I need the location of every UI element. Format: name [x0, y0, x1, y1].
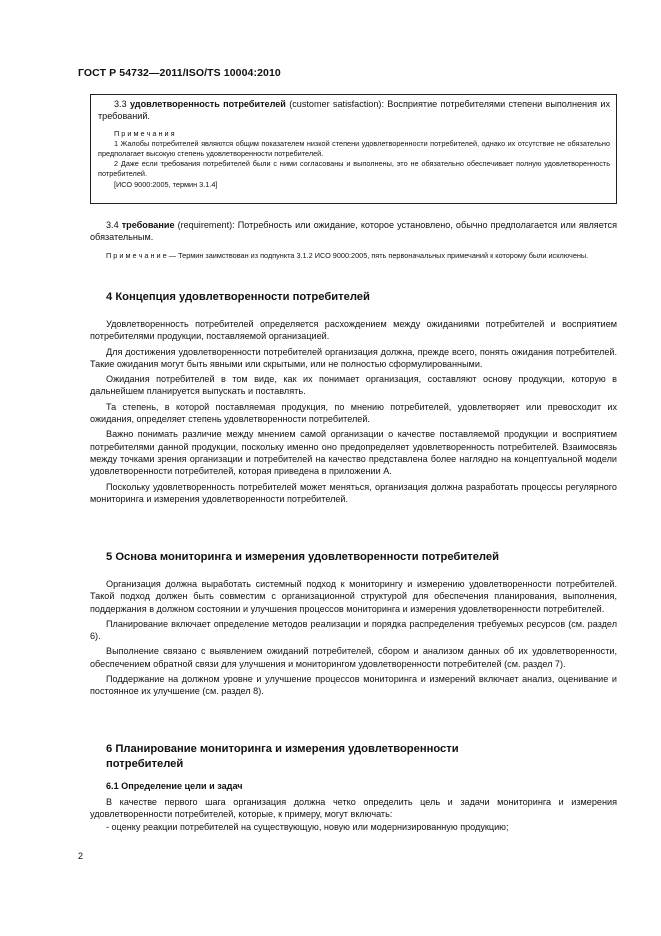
section-5-paragraph: Планирование включает определение методов реализации и порядка распределения требуемых ресурсов (см. раздел 6). — [90, 618, 617, 642]
term-text: (customer satisfaction): Восприятие потребителями степени выполнения их требований. — [98, 99, 611, 122]
section-6-title-line-2: потребителей — [106, 758, 184, 770]
page-number: 2 — [78, 851, 84, 861]
section-5-title: 5 Основа мониторинга и измерения удовлетворенности потребителей — [106, 551, 499, 563]
section-4-paragraph: Важно понимать различие между мнением самой организации о качестве поставляемой продукции и восприятием потребителями данной продукции, поскольку именно оно предопределяет удовлетворенность потребителей. Взаимосвязь между точками зрения организации и потребителей на качество представлена более наглядно на концептуальной модели удовлетворенности потребителей, которая приведена в приложении А. — [90, 429, 617, 477]
term-number: 3.4 — [106, 220, 119, 230]
section-5-paragraph: Организация должна выработать системный подход к мониторингу и измерению удовлетворенности потребителей. Такой подход должен быть совместим с организационной структурой для обеспечения планирования, выполнения, поддержания в должном состоянии и улучшения процессов мониторинга и измерения удовлетворенности потребителей. — [90, 579, 617, 614]
term-3-4-block — [90, 219, 617, 261]
bullet-item: - оценку реакции потребителей на существующую, новую или модернизированную продукцию; — [106, 821, 509, 832]
term-text: (requirement): Потребность или ожидание, которое установлено, обычно предполагается или является обязательным. — [90, 220, 617, 243]
section-4 — [90, 290, 617, 505]
note-2: 2 Даже если требования потребителей были с ними согласованы и выполнены, это не обязательно обеспечивает полную удовлетворенность потребителей. — [98, 159, 610, 179]
section-6-title-line-1: 6 Планирование мониторинга и измерения удовлетворенности — [106, 743, 459, 755]
reference: [ИСО 9000:2005, термин 3.1.4] — [114, 179, 218, 189]
section-4-paragraph: Удовлетворенность потребителей определяется расхождением между ожиданиями потребителей и восприятием потребителями продукции, поставляемой организацией. — [90, 319, 617, 342]
section-6 — [90, 742, 617, 833]
term-number: 3.3 — [114, 99, 127, 109]
section-4-paragraph: Ожидания потребителей в том виде, как их понимает организация, составляют основу продукции, которую в дальнейшем планируется выпускать и поставлять. — [90, 374, 617, 397]
section-4-title: 4 Концепция удовлетворенности потребителей — [106, 291, 370, 303]
section-4-paragraph: Поскольку удовлетворенность потребителей может меняться, организация должна разработать процессы регулярного мониторинга и измерения удовлетворенности потребителей. — [90, 481, 617, 504]
term-name: требование — [121, 220, 175, 230]
document-header: ГОСТ Р 54732—2011/ISO/TS 10004:2010 — [78, 67, 281, 79]
section-4-paragraph: Для достижения удовлетворенности потребителей организация должна, прежде всего, понять ожидания потребителей. Такие ожидания могут быть явными или скрытыми, или не полностью сформулированными. — [90, 346, 617, 369]
section-5-paragraph: Выполнение связано с выявлением ожиданий потребителей, сбором и анализом данных об их удовлетворенности, обеспечением обратной связи для улучшения и мониторингом удовлетворенности потребителей (см. раздел 7). — [90, 646, 617, 669]
term-3-3-definition — [98, 98, 610, 123]
term-name: удовлетворенность потребителей — [129, 99, 286, 109]
note-text: — Термин заимствован из подпункта 3.1.2 ИСО 9000:2005, пять первоначальных примечаний к которому были исключены. — [166, 250, 589, 260]
term-3-4-definition — [90, 219, 617, 244]
notes-title: П р и м е ч а н и я — [114, 128, 175, 138]
term-3-3-box — [90, 94, 617, 204]
section-4-paragraph: Та степень, в которой поставляемая продукция, по мнению потребителей, удовлетворяет или превосходит их ожидания, определяет степень удовлетворенности потребителей. — [90, 401, 617, 425]
section-5 — [90, 550, 617, 698]
note-title: П р и м е ч а н и е — [106, 250, 167, 260]
section-6-paragraph: В качестве первого шага организация должна четко определить цель и задачи мониторинга и измерения удовлетворенности потребителей, которые, к примеру, могут включать: — [90, 797, 617, 820]
subsection-6-1-title: 6.1 Определение цели и задач — [106, 781, 243, 791]
note-1: 1 Жалобы потребителей являются общим показателем низкой степени удовлетворенности потребителей, однако их отсутствие не обязательно предполагает высокую степень удовлетворенности потребителей. — [98, 138, 610, 158]
term-3-4-note — [90, 251, 617, 261]
section-5-paragraph: Поддержание на должном уровне и улучшение процессов мониторинга и измерений включает анализ, оценивание и постоянное их улучшение (см. раздел 8). — [90, 674, 617, 697]
